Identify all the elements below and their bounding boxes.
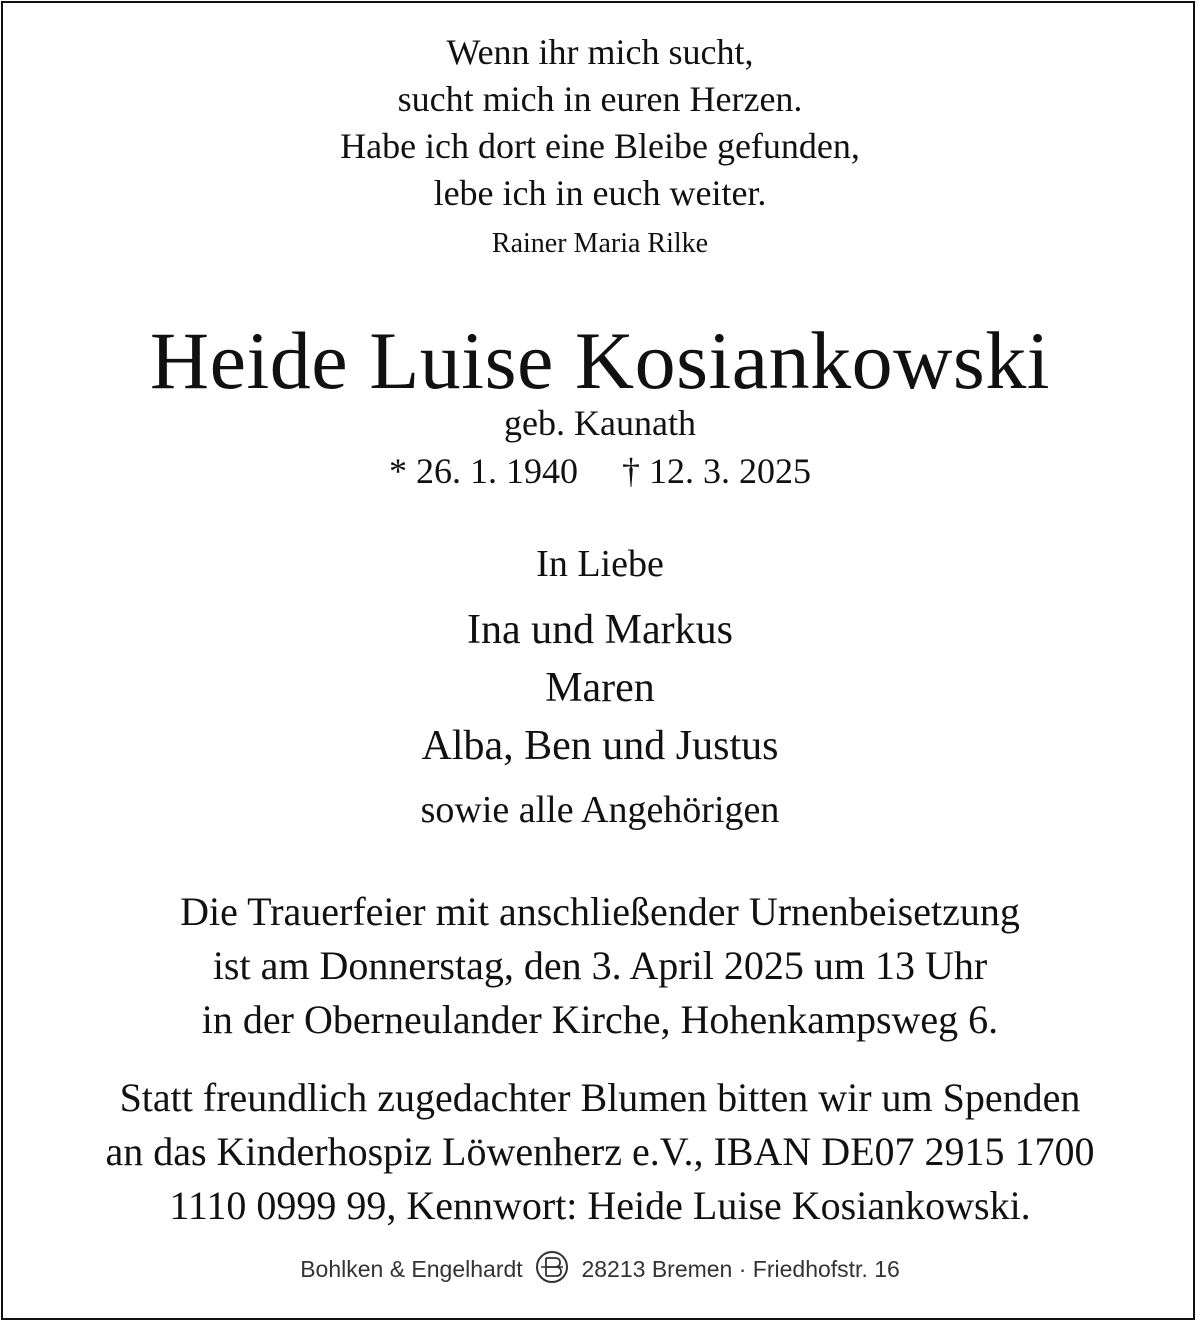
donation-line-2: an das Kinderhospiz Löwenherz e.V., IBAN DE07 2915 1700 xyxy=(105,1129,1095,1174)
ceremony-line-3: in der Oberneulander Kirche, Hohenkampsweg 6. xyxy=(201,997,999,1042)
maiden-name: geb. Kaunath xyxy=(504,403,696,443)
ceremony-line-1: Die Trauerfeier mit anschließender Urnenbeisetzung xyxy=(180,889,1020,934)
poem-line-1: Wenn ihr mich sucht, xyxy=(446,32,754,72)
funeral-home-name: Bohlken & Engelhardt xyxy=(300,1255,523,1282)
funeral-home-address: 28213 Bremen · Friedhofstr. 16 xyxy=(581,1255,900,1282)
poem-line-3: Habe ich dort eine Bleibe gefunden, xyxy=(340,126,860,166)
life-dates xyxy=(0,453,1200,489)
funeral-home-footer xyxy=(0,1250,1200,1286)
in-love-line: In Liebe xyxy=(536,543,664,585)
poem-author: Rainer Maria Rilke xyxy=(491,228,709,259)
mourner-name: Ina und Markus xyxy=(467,607,733,653)
be-monogram-logo-icon xyxy=(535,1250,569,1284)
deceased-name: Heide Luise Kosiankowski xyxy=(149,315,1051,406)
mourner-name: Maren xyxy=(545,665,655,711)
donation-line-1: Statt freundlich zugedachter Blumen bitten wir um Spenden xyxy=(119,1075,1081,1120)
poem-line-2: sucht mich in euren Herzen. xyxy=(397,79,803,119)
mourner-name: Alba, Ben und Justus xyxy=(421,723,779,769)
birth-date: * 26. 1. 1940 xyxy=(389,451,578,491)
poem-line-4: lebe ich in euch weiter. xyxy=(433,173,767,213)
death-date: † 12. 3. 2025 xyxy=(622,451,811,491)
relatives-line: sowie alle Angehörigen xyxy=(420,789,780,831)
donation-line-3: 1110 0999 99, Kennwort: Heide Luise Kosiankowski. xyxy=(169,1183,1031,1228)
ceremony-line-2: ist am Donnerstag, den 3. April 2025 um 13 Uhr xyxy=(212,943,988,988)
